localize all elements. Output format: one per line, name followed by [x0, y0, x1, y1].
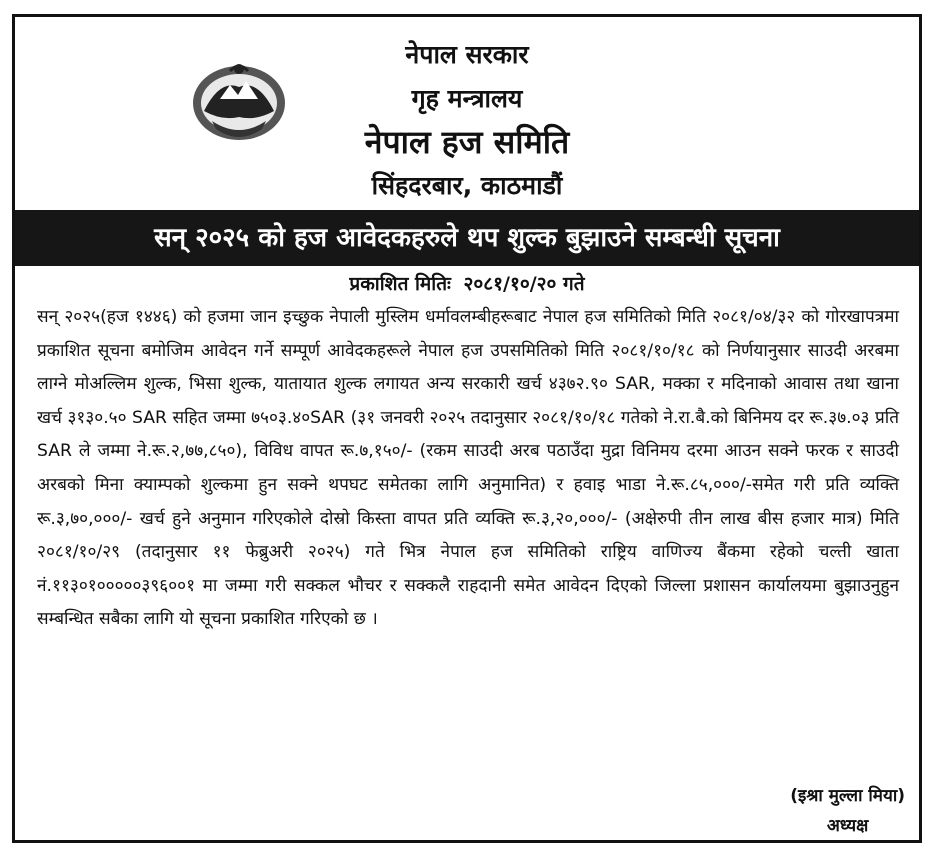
- signatory-block: [790, 781, 905, 841]
- notice-frame: [12, 14, 922, 843]
- publication-date: [15, 270, 919, 296]
- notice-title: सन् २०२५ को हज आवेदकहरुले थप शुल्क बुझाउने सम्बन्धी सूचना: [15, 210, 919, 266]
- signatory-name: (इश्रा मुल्ला मिया): [790, 786, 905, 806]
- publication-date-value: २०८१/१०/२० गते: [463, 273, 585, 295]
- committee-name: नेपाल हज समिति: [364, 123, 570, 161]
- office-address: सिंहदरबार, काठमाडौं: [371, 171, 563, 200]
- publication-date-label: प्रकाशित मितिः: [349, 273, 451, 295]
- government-name: नेपाल सरकार: [405, 40, 529, 69]
- notice-body: सन् २०२५(हज १४४६) को हजमा जान इच्छुक नेपाली मुस्लिम धर्मावलम्बीहरूबाट नेपाल हज समितिको मिति २०८१/०४/३२ को गोरखापत्रमा प्रकाशित सूचना बमोजिम आवेदन गर्ने सम्पूर्ण आवेदकहरूले नेपाल हज उपसमितिको मिति २०८१/१०/१८ को निर्णयानुसार साउदी अरबमा लाग्ने मोअल्लिम शुल्क, भिसा शुल्क, यातायात शुल्क लगायत अन्य सरकारी खर्च ४३७२.९० SAR, मक्का र मदिनाको आवास तथा खाना खर्च ३१३०.५० SAR सहित जम्मा ७५०३.४०SAR (३१ जनवरी २०२५ तदानुसार २०८१/१०/१८ गतेको ने.रा.बै.को बिनिमय दर रू.३७.०३ प्रति SAR ले जम्मा ने.रू.२,७७,८५०), विविध वापत रू.७,१५०/- (रकम साउदी अरब पठाउँदा मुद्रा विनिमय दरमा आउन सक्ने फरक र साउदी अरबको मिना क्याम्पको शुल्कमा हुन सक्ने थपघट समेतका लागि अनुमानित) र हवाइ भाडा ने.रू.८५,०००/-समेत गरी प्रति व्यक्ति रू.३,७०,०००/- खर्च हुने अनुमान गरिएकोले दोस्रो किस्ता वापत प्रति व्यक्ति रू.३,२०,०००/- (अक्षेरुपी तीन लाख बीस हजार मात्र) मिति २०८१/१०/२९ (तदानुसार ११ फेब्रुअरी २०२५) गते भित्र नेपाल हज समितिको राष्ट्रिय वाणिज्य बैंकमा रहेको चल्ती खाता नं.११३०१०००००३९६००१ मा जम्मा गरी सक्कल भौचर र सक्कलै राहदानी समेत आवेदन दिएको जिल्ला प्रशासन कार्यालयमा बुझाउनुहुन सम्बन्धित सबैका लागि यो सूचना प्रकाशित गरिएको छ ।: [37, 307, 899, 630]
- ministry-name: गृह मन्त्रालय: [411, 84, 523, 113]
- signatory-designation: अध्यक्ष: [826, 816, 869, 836]
